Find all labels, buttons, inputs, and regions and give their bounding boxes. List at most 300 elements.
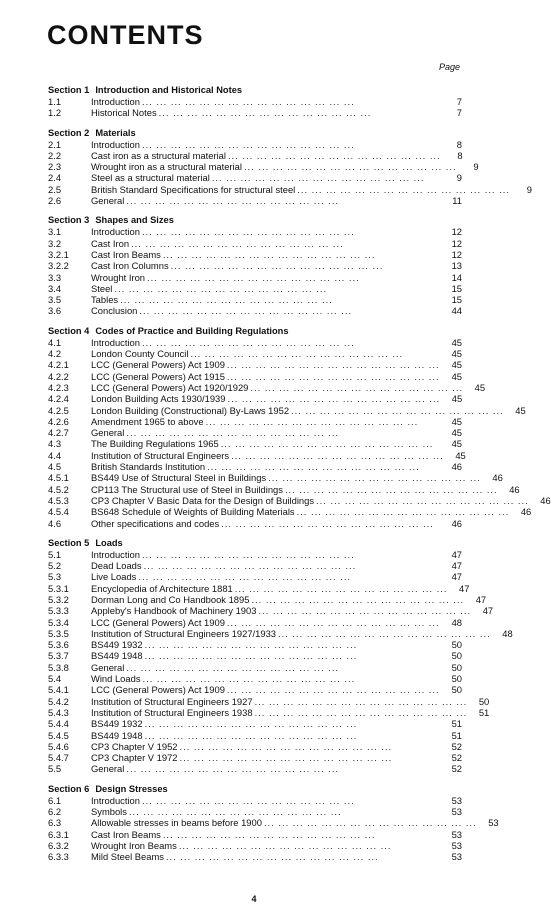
entry-number: 2.5 — [48, 183, 62, 195]
leader-dots: ... ... ... ... ... ... ... ... ... ... ... ... ... ... ... — [243, 161, 457, 173]
entry-page-number: 50 — [451, 650, 462, 662]
entry-page-number: 13 — [451, 260, 462, 272]
leader-dots: ... ... ... ... ... ... ... ... ... ... ... ... ... ... ... — [231, 449, 444, 461]
entry-title: Wrought iron as a structural material — [91, 161, 242, 173]
entry-title: Dorman Long and Co Handbook 1895 — [91, 593, 250, 605]
toc-entry — [48, 183, 532, 195]
toc-entry — [48, 438, 462, 449]
toc-entry — [48, 404, 526, 416]
toc-entry — [48, 851, 462, 862]
leader-dots: ... ... ... ... ... ... ... ... ... ... ... ... ... ... ... — [162, 248, 376, 260]
entry-number: 5.4.5 — [48, 729, 69, 741]
entry-number: 6.3.1 — [48, 828, 69, 840]
toc-entry — [48, 150, 462, 161]
entry-page-number: 50 — [451, 639, 462, 651]
entry-number: 1.2 — [48, 107, 62, 119]
leader-dots: ... ... ... ... ... ... ... ... ... ... ... ... ... ... ... — [220, 438, 434, 450]
toc-entry — [48, 695, 490, 707]
entry-page-number: 45 — [451, 336, 462, 348]
toc-entry — [48, 627, 513, 639]
toc-entry — [48, 730, 462, 741]
entry-title: CP3 Chapter V 1952 — [91, 740, 178, 752]
leader-dots: ... ... ... ... ... ... ... ... ... ... ... ... ... ... ... — [179, 752, 393, 764]
entry-title: Amendment 1965 to above — [91, 415, 204, 427]
entry-page-number: 45 — [451, 393, 463, 405]
entry-title: LCC (General Powers) Act 1920/1929 — [91, 381, 249, 393]
page-title: CONTENTS — [47, 20, 204, 50]
toc-entry — [48, 107, 462, 118]
entry-number: 5.3.2 — [48, 593, 69, 605]
entry-number: 2.2 — [48, 149, 62, 161]
entry-title: Symbols — [91, 806, 127, 818]
toc-entry — [48, 305, 462, 316]
entry-page-number: 53 — [488, 817, 499, 829]
entry-number: 5.4.7 — [48, 752, 69, 764]
toc-entry — [48, 673, 462, 684]
entry-page-number: 14 — [451, 271, 462, 283]
toc-entry — [48, 752, 462, 763]
entry-title: General — [91, 763, 125, 775]
entry-page-number: 12 — [451, 248, 462, 260]
entry-title: Introduction — [91, 548, 140, 560]
entry-page-number: 50 — [451, 684, 462, 696]
entry-page-number: 52 — [451, 763, 462, 775]
toc-entry — [48, 260, 462, 271]
toc-entry — [48, 494, 551, 506]
entry-page-number: 12 — [451, 226, 462, 238]
toc-section — [48, 85, 462, 119]
toc-entry — [48, 472, 503, 484]
leader-dots: ... ... ... ... ... ... ... ... ... ... ... ... ... ... ... — [131, 237, 344, 249]
entry-number: 5.4 — [48, 673, 62, 685]
leader-dots: ... ... ... ... ... ... ... ... ... ... ... ... ... ... ... — [126, 763, 340, 775]
entry-title: Introduction — [91, 226, 140, 238]
entry-page-number: 45 — [451, 415, 462, 427]
leader-dots: ... ... ... ... ... ... ... ... ... ... ... ... ... ... ... — [227, 149, 441, 161]
entry-number: 4.2.7 — [48, 427, 69, 439]
leader-dots: ... ... ... ... ... ... ... ... ... ... ... ... ... ... ... — [254, 706, 468, 718]
toc-section — [48, 127, 532, 207]
section-label: Section 5 — [48, 537, 90, 548]
entry-number: 4.2.2 — [48, 370, 69, 382]
entry-page-number: 46 — [509, 483, 520, 495]
leader-dots: ... ... ... ... ... ... ... ... ... ... ... ... ... ... ... — [126, 195, 340, 207]
entry-number: 5.3.6 — [48, 639, 69, 651]
toc-entry — [48, 226, 462, 237]
entry-page-number: 45 — [451, 359, 462, 371]
entry-title: Tables — [91, 294, 119, 306]
entry-page-number: 48 — [451, 616, 462, 628]
entry-number: 4.2.5 — [48, 404, 69, 416]
toc-entry — [48, 283, 462, 294]
entry-title: Cast Iron Columns — [91, 260, 169, 272]
entry-number: 6.2 — [48, 806, 62, 818]
entry-page-number: 46 — [451, 461, 462, 473]
entry-page-number: 45 — [451, 348, 462, 360]
leader-dots: ... ... ... ... ... ... ... ... ... ... ... ... ... ... ... — [144, 639, 358, 651]
entry-title: Steel as a structural material — [91, 172, 210, 184]
entry-number: 5.4.4 — [48, 718, 69, 730]
section-label: Section 1 — [48, 85, 90, 95]
toc-entry — [48, 359, 462, 370]
entry-page-number: 15 — [451, 294, 462, 306]
toc-section — [48, 783, 499, 863]
entry-page-number: 50 — [451, 673, 462, 685]
leader-dots: ... ... ... ... ... ... ... ... ... ... ... ... ... ... ... — [165, 851, 379, 863]
entry-title: Institution of Structural Engineers — [91, 449, 230, 461]
toc-entry — [48, 718, 462, 729]
entry-title: LCC (General Powers) Act 1909 — [91, 684, 225, 696]
entry-page-number: 48 — [502, 627, 513, 639]
entry-title: BS449 1948 — [91, 650, 143, 662]
leader-dots: ... ... ... ... ... ... ... ... ... ... ... ... ... ... ... — [297, 183, 510, 195]
entry-title: British Standard Specifications for structural steel — [91, 183, 296, 195]
entry-page-number: 53 — [451, 794, 462, 806]
entry-title: Wrought Iron Beams — [91, 839, 177, 851]
entry-title: BS449 1932 — [91, 639, 143, 651]
table-of-contents — [48, 76, 551, 863]
toc-entry — [48, 571, 462, 582]
entry-page-number: 12 — [451, 237, 462, 249]
leader-dots: ... ... ... ... ... ... ... ... ... ... ... ... ... ... ... — [144, 650, 358, 662]
toc-entry — [48, 461, 462, 472]
entry-title: London Building Acts 1930/1939 — [91, 393, 226, 405]
entry-number: 4.2.4 — [48, 393, 69, 405]
entry-number: 5.3.5 — [48, 627, 69, 639]
entry-number: 5.3.1 — [48, 582, 69, 594]
entry-page-number: 47 — [475, 593, 487, 605]
entry-title: Institution of Structural Engineers 1927/1933 — [91, 627, 277, 639]
entry-title: Cast Iron — [91, 237, 130, 249]
toc-entry — [48, 96, 462, 107]
entry-number: 5.4.3 — [48, 706, 69, 718]
entry-title: CP3 Chapter V Basic Data for the Design of Buildings — [91, 494, 315, 506]
entry-title: General — [91, 195, 125, 207]
section-name: Codes of Practice and Building Regulations — [95, 325, 289, 336]
toc-entry — [48, 195, 462, 206]
leader-dots: ... ... ... ... ... ... ... ... ... ... ... ... ... ... ... — [142, 673, 356, 685]
section-name: Design Stresses — [95, 783, 168, 794]
leader-dots: ... ... ... ... ... ... ... ... ... ... ... ... ... ... ... — [120, 294, 333, 306]
toc-entry — [48, 449, 466, 461]
toc-entry — [48, 560, 462, 571]
toc-entry — [48, 582, 470, 594]
entry-page-number: 46 — [540, 494, 551, 506]
entry-title: BS449 Use of Structural Steel in Buildings — [91, 472, 267, 484]
entry-title: BS449 1932 — [91, 718, 143, 730]
entry-page-number: 50 — [451, 661, 462, 673]
entry-number: 2.6 — [48, 195, 62, 207]
leader-dots: ... ... ... ... ... ... ... ... ... ... ... ... ... ... ... — [162, 828, 376, 840]
toc-entry — [48, 172, 462, 183]
entry-number: 4.2.6 — [48, 415, 69, 427]
entry-page-number: 44 — [451, 305, 462, 317]
leader-dots: ... ... ... ... ... ... ... ... ... ... ... ... ... ... ... — [207, 461, 420, 473]
leader-dots: ... ... ... ... ... ... ... ... ... ... ... ... ... ... ... — [250, 381, 464, 393]
entry-page-number: 9 — [526, 183, 532, 195]
entry-number: 6.1 — [48, 794, 62, 806]
toc-entry — [48, 829, 462, 840]
entry-page-number: 46 — [451, 517, 462, 529]
entry-page-number: 52 — [451, 752, 462, 764]
entry-page-number: 9 — [473, 161, 479, 173]
entry-number: 3.2.1 — [48, 248, 69, 260]
entry-number: 5.3.8 — [48, 661, 69, 673]
toc-entry — [48, 817, 499, 829]
leader-dots: ... ... ... ... ... ... ... ... ... ... ... ... ... ... ... — [179, 740, 393, 752]
entry-number: 2.4 — [48, 172, 62, 184]
entry-number: 5.3.3 — [48, 605, 69, 617]
entry-title: Encyclopedia of Architecture 1881 — [91, 582, 233, 594]
page-column-label: Page — [438, 62, 460, 72]
toc-entry — [48, 393, 462, 404]
entry-page-number: 46 — [492, 472, 503, 484]
entry-title: Appleby's Handbook of Machinery 1903 — [91, 605, 257, 617]
entry-page-number: 45 — [451, 370, 462, 382]
section-name: Materials — [95, 127, 136, 138]
toc-entry — [48, 795, 462, 806]
entry-number: 5.5 — [48, 763, 62, 775]
toc-entry — [48, 381, 486, 393]
entry-title: Institution of Structural Engineers 1938 — [91, 706, 253, 718]
entry-number: 2.3 — [48, 161, 62, 173]
leader-dots: ... ... ... ... ... ... ... ... ... ... ... ... ... ... ... — [227, 393, 441, 405]
entry-page-number: 51 — [451, 718, 462, 730]
entry-title: CP113 The Structural use of Steel in Buildings — [91, 483, 283, 495]
leader-dots: ... ... ... ... ... ... ... ... ... ... ... ... ... ... ... — [114, 282, 328, 294]
leader-dots: ... ... ... ... ... ... ... ... ... ... ... ... ... ... ... — [234, 582, 448, 594]
entry-page-number: 53 — [451, 851, 462, 863]
entry-title: Mild Steel Beams — [91, 851, 164, 863]
entry-number: 4.2 — [48, 348, 62, 360]
entry-page-number: 45 — [515, 404, 526, 416]
entry-title: London Building (Constructional) By-Laws 1952 — [91, 404, 290, 416]
toc-entry — [48, 650, 462, 661]
toc-section — [48, 325, 551, 529]
section-label: Section 2 — [48, 127, 90, 138]
leader-dots: ... ... ... ... ... ... ... ... ... ... ... ... ... ... ... — [211, 172, 425, 184]
toc-entry — [48, 427, 462, 438]
entry-page-number: 9 — [456, 172, 462, 184]
entry-title: LCC (General Powers) Act 1915 — [91, 370, 225, 382]
section-heading — [48, 128, 462, 139]
leader-dots: ... ... ... ... ... ... ... ... ... ... ... ... ... ... ... — [278, 627, 491, 639]
toc-entry — [48, 593, 487, 605]
leader-dots: ... ... ... ... ... ... ... ... ... ... ... ... ... ... ... — [205, 415, 419, 427]
section-label: Section 4 — [48, 325, 90, 336]
toc-entry — [48, 518, 462, 529]
entry-number: 5.4.2 — [48, 695, 69, 707]
entry-number: 4.5.4 — [48, 506, 69, 518]
entry-page-number: 7 — [456, 107, 462, 119]
toc-entry — [48, 806, 462, 817]
toc-entry — [48, 617, 462, 628]
leader-dots: ... ... ... ... ... ... ... ... ... ... ... ... ... ... ... — [142, 548, 355, 560]
leader-dots: ... ... ... ... ... ... ... ... ... ... ... ... ... ... ... — [263, 817, 477, 829]
leader-dots: ... ... ... ... ... ... ... ... ... ... ... ... ... ... ... — [144, 718, 358, 730]
leader-dots: ... ... ... ... ... ... ... ... ... ... ... ... ... ... ... — [226, 616, 440, 628]
entry-title: Wind Loads — [91, 673, 141, 685]
leader-dots: ... ... ... ... ... ... ... ... ... ... ... ... ... ... ... — [142, 794, 355, 806]
toc-entry — [48, 840, 462, 851]
toc-entry — [48, 639, 462, 650]
entry-number: 3.5 — [48, 294, 62, 306]
entry-number: 4.3 — [48, 438, 62, 450]
toc-section — [48, 215, 462, 316]
section-heading — [48, 215, 462, 226]
entry-page-number: 50 — [478, 695, 490, 707]
entry-page-number: 45 — [455, 449, 466, 461]
toc-entry — [48, 741, 462, 752]
entry-number: 6.3.2 — [48, 839, 69, 851]
section-heading — [48, 85, 462, 96]
entry-page-number: 45 — [451, 438, 462, 450]
toc-entry — [48, 139, 462, 150]
leader-dots: ... ... ... ... ... ... ... ... ... ... ... ... ... ... ... — [144, 729, 358, 741]
leader-dots: ... ... ... ... ... ... ... ... ... ... ... ... ... ... ... — [158, 107, 372, 119]
entry-number: 4.5.3 — [48, 494, 69, 506]
entry-title: Introduction — [91, 794, 140, 806]
entry-title: Cast iron as a structural material — [91, 149, 226, 161]
entry-number: 5.3.4 — [48, 616, 69, 628]
entry-title: The Building Regulations 1965 — [91, 438, 219, 450]
leader-dots: ... ... ... ... ... ... ... ... ... ... ... ... ... ... ... — [128, 806, 342, 818]
entry-page-number: 53 — [451, 828, 462, 840]
entry-title: Institution of Structural Engineers 1927 — [91, 695, 253, 707]
footer-page-number: 4 — [251, 894, 257, 904]
entry-title: Steel — [91, 282, 113, 294]
leader-dots: ... ... ... ... ... ... ... ... ... ... ... ... ... ... ... — [142, 336, 355, 348]
entry-page-number: 46 — [520, 506, 532, 518]
leader-dots: ... ... ... ... ... ... ... ... ... ... ... ... ... ... ... — [226, 359, 440, 371]
entry-page-number: 45 — [474, 381, 486, 393]
section-label: Section 6 — [48, 783, 90, 794]
entry-number: 4.5.1 — [48, 472, 69, 484]
entry-title: BS648 Schedule of Weights of Building Materials — [91, 506, 295, 518]
toc-entry — [48, 483, 520, 495]
leader-dots: ... ... ... ... ... ... ... ... ... ... ... ... ... ... ... — [138, 571, 352, 583]
leader-dots: ... ... ... ... ... ... ... ... ... ... ... ... ... ... ... — [316, 494, 529, 506]
toc-entry — [48, 337, 462, 348]
entry-page-number: 15 — [451, 282, 462, 294]
leader-dots: ... ... ... ... ... ... ... ... ... ... ... ... ... ... ... — [251, 593, 465, 605]
toc-entry — [48, 605, 494, 617]
section-heading — [48, 784, 462, 795]
leader-dots: ... ... ... ... ... ... ... ... ... ... ... ... ... ... ... — [142, 226, 355, 238]
leader-dots: ... ... ... ... ... ... ... ... ... ... ... ... ... ... ... — [126, 661, 340, 673]
entry-page-number: 51 — [451, 729, 462, 741]
leader-dots: ... ... ... ... ... ... ... ... ... ... ... ... ... ... ... — [291, 404, 504, 416]
toc-entry — [48, 161, 479, 173]
entry-page-number: 52 — [451, 740, 462, 752]
leader-dots: ... ... ... ... ... ... ... ... ... ... ... ... ... ... ... — [268, 472, 481, 484]
entry-page-number: 47 — [451, 571, 462, 583]
entry-title: LCC (General Powers) Act 1909 — [91, 616, 225, 628]
leader-dots: ... ... ... ... ... ... ... ... ... ... ... ... ... ... ... — [258, 605, 472, 617]
toc-entry — [48, 371, 462, 382]
leader-dots: ... ... ... ... ... ... ... ... ... ... ... ... ... ... ... — [254, 695, 468, 707]
entry-number: 4.4 — [48, 449, 62, 461]
entry-page-number: 53 — [451, 806, 462, 818]
toc-entry — [48, 706, 490, 718]
section-heading — [48, 538, 462, 549]
entry-title: British Standards Institution — [91, 461, 206, 473]
entry-number: 4.2.3 — [48, 381, 69, 393]
entry-title: Introduction — [91, 138, 140, 150]
section-name: Shapes and Sizes — [95, 215, 174, 226]
entry-title: LCC (General Powers) Act 1909 — [91, 359, 225, 371]
leader-dots: ... ... ... ... ... ... ... ... ... ... ... ... ... ... ... — [190, 348, 404, 360]
section-name: Loads — [95, 537, 123, 548]
entry-page-number: 47 — [451, 560, 462, 572]
entry-title: Conclusion — [91, 305, 138, 317]
entry-number: 3.6 — [48, 305, 62, 317]
entry-title: Other specifications and codes — [91, 517, 220, 529]
entry-number: 6.3 — [48, 817, 62, 829]
toc-entry — [48, 272, 462, 283]
toc-entry — [48, 238, 462, 249]
leader-dots: ... ... ... ... ... ... ... ... ... ... ... ... ... ... ... — [284, 483, 498, 495]
entry-page-number: 51 — [478, 706, 490, 718]
toc-entry — [48, 506, 532, 518]
leader-dots: ... ... ... ... ... ... ... ... ... ... ... ... ... ... ... — [178, 839, 392, 851]
entry-page-number: 47 — [459, 582, 470, 594]
entry-title: Historical Notes — [91, 107, 157, 119]
entry-title: BS449 1948 — [91, 729, 143, 741]
entry-title: General — [91, 427, 125, 439]
entry-page-number: 7 — [456, 96, 462, 107]
toc-entry — [48, 294, 462, 305]
leader-dots: ... ... ... ... ... ... ... ... ... ... ... ... ... ... ... — [142, 96, 355, 107]
entry-title: Live Loads — [91, 571, 137, 583]
entry-title: Cast Iron Beams — [91, 828, 161, 840]
entry-number: 1.1 — [48, 96, 62, 107]
entry-number: 3.2.2 — [48, 260, 69, 272]
section-label: Section 3 — [48, 215, 90, 226]
entry-title: Wrought Iron — [91, 271, 146, 283]
entry-number: 5.4.1 — [48, 684, 69, 696]
entry-page-number: 8 — [457, 149, 463, 161]
toc-entry — [48, 348, 462, 359]
toc-section — [48, 537, 513, 775]
entry-title: General — [91, 661, 125, 673]
entry-title: Introduction — [91, 336, 140, 348]
leader-dots: ... ... ... ... ... ... ... ... ... ... ... ... ... ... ... — [226, 684, 440, 696]
entry-number: 4.5.2 — [48, 483, 69, 495]
section-heading — [48, 326, 462, 337]
toc-entry — [48, 684, 462, 695]
toc-entry — [48, 662, 462, 673]
entry-number: 5.1 — [48, 548, 62, 560]
entry-number: 5.4.6 — [48, 740, 69, 752]
leader-dots: ... ... ... ... ... ... ... ... ... ... ... ... ... ... ... — [143, 560, 357, 572]
entry-title: Dead Loads — [91, 560, 142, 572]
entry-title: Allowable stresses in beams before 1900 — [91, 817, 262, 829]
entry-number: 3.3 — [48, 271, 62, 283]
entry-number: 4.6 — [48, 517, 62, 529]
entry-number: 3.2 — [48, 237, 62, 249]
entry-number: 3.1 — [48, 226, 62, 238]
toc-entry — [48, 416, 462, 427]
entry-number: 6.3.3 — [48, 851, 69, 863]
section-name: Introduction and Historical Notes — [95, 85, 243, 95]
leader-dots: ... ... ... ... ... ... ... ... ... ... ... ... ... ... ... — [139, 305, 353, 317]
entry-title: Introduction — [91, 96, 140, 107]
entry-number: 5.2 — [48, 560, 62, 572]
entry-number: 4.5 — [48, 461, 62, 473]
leader-dots: ... ... ... ... ... ... ... ... ... ... ... ... ... ... ... — [170, 260, 384, 272]
entry-number: 3.4 — [48, 282, 62, 294]
